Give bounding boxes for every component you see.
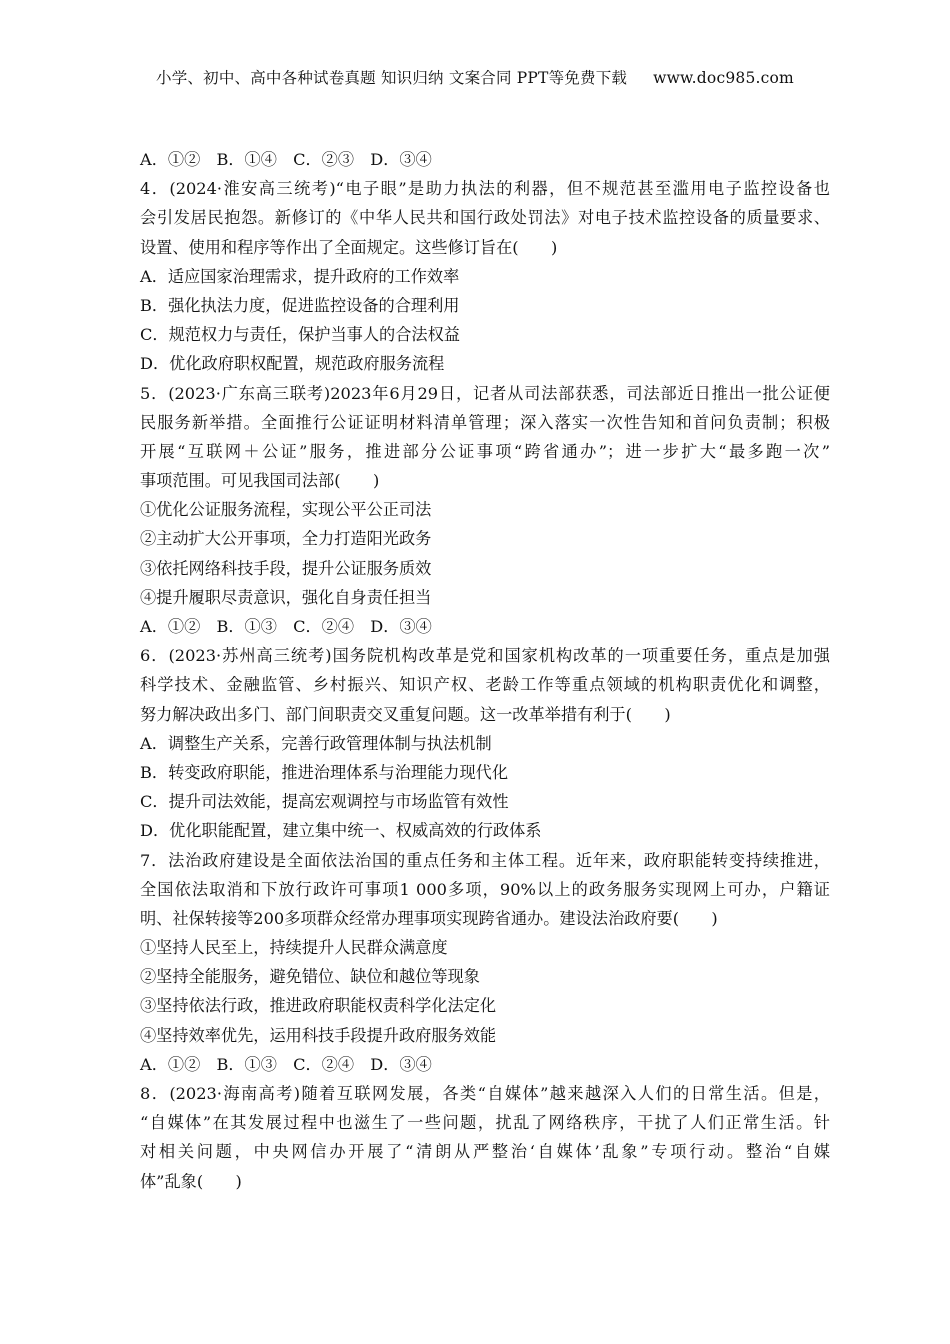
q6-option-b: B．转变政府职能，推进治理体系与治理能力现代化 (140, 762, 509, 782)
q4-option-c: C．规范权力与责任，保护当事人的合法权益 (140, 325, 460, 345)
q8-stem-line-3: 对相关问题，中央网信办开展了“清朗从严整治‘自媒体’乱象”专项行动。整治“自媒 (140, 1142, 830, 1162)
q7-statement-4: ④坚持效率优先，运用科技手段提升政府服务效能 (140, 1025, 497, 1045)
q5-stem-line-4: 事项范围。可见我国司法部( ) (140, 471, 380, 491)
q6-stem-line-2: 科学技术、金融监管、乡村振兴、知识产权、老龄工作等重点领域的机构职责优化和调整， (140, 675, 830, 695)
page-header (0, 66, 950, 88)
q4-stem-line-2: 会引发居民抱怨。新修订的《中华人民共和国行政处罚法》对电子技术监控设备的质量要求、 (140, 208, 830, 228)
q7-statement-1: ①坚持人民至上，持续提升人民群众满意度 (140, 938, 448, 958)
q3-options: A．①② B．①④ C．②③ D．③④ (140, 150, 432, 169)
header-site-link[interactable]: www.doc985.com (653, 69, 794, 87)
q7-statement-2: ②坚持全能服务，避免错位、缺位和越位等现象 (140, 967, 480, 987)
q4-option-b: B．强化执法力度，促进监控设备的合理利用 (140, 295, 460, 315)
q6-stem-line-3: 努力解决政出多门、部门间职责交叉重复问题。这一改革举措有利于( ) (140, 704, 671, 724)
q8-stem-line-2: “自媒体”在其发展过程中也滋生了一些问题，扰乱了网络秩序，干扰了人们正常生活。针 (140, 1113, 830, 1133)
q7-statement-3: ③坚持依法行政，推进政府职能权责科学化法定化 (140, 996, 497, 1016)
q7-stem-line-1: 7．法治政府建设是全面依法治国的重点任务和主体工程。近年来，政府职能转变持续推进， (140, 850, 830, 870)
q8-stem-line-4: 体”乱象( ) (140, 1171, 242, 1191)
q6-option-c: C．提升司法效能，提高宏观调控与市场监管有效性 (140, 792, 509, 812)
q4-stem-line-1: 4．(2024·淮安高三统考)“电子眼”是助力执法的利器，但不规范甚至滥用电子监控设备也 (140, 179, 830, 199)
q8-stem-line-1: 8．(2023·海南高考)随着互联网发展，各类“自媒体”越来越深入人们的日常生活。但是， (140, 1084, 830, 1103)
q4-stem-line-3: 设置、使用和程序等作出了全面规定。这些修订旨在( ) (140, 237, 558, 257)
q7-stem-line-3: 明、社保转接等200多项群众经常办理事项实现跨省通办。建设法治政府要( ) (140, 908, 718, 928)
q5-statement-4: ④提升履职尽责意识，强化自身责任担当 (140, 587, 432, 607)
q7-options: A．①② B．①③ C．②④ D．③④ (140, 1054, 432, 1074)
q5-options: A．①② B．①③ C．②④ D．③④ (140, 617, 432, 636)
q5-statement-3: ③依托网络科技手段，提升公证服务质效 (140, 558, 432, 578)
q4-option-a: A．适应国家治理需求，提升政府的工作效率 (140, 266, 460, 286)
q5-stem-line-2: 民服务新举措。全面推行公证证明材料清单管理；深入落实一次性告知和首问负责制；积极 (140, 412, 830, 432)
q6-option-d: D．优化职能配置，建立集中统一、权威高效的行政体系 (140, 821, 542, 841)
q5-stem-line-3: 开展“互联网＋公证”服务，推进部分公证事项“跨省通办”；进一步扩大“最多跑一次” (140, 441, 830, 461)
q4-option-d: D．优化政府职权配置，规范政府服务流程 (140, 354, 445, 374)
q6-stem-line-1: 6．(2023·苏州高三统考)国务院机构改革是党和国家机构改革的一项重要任务，重点是加强 (140, 646, 830, 666)
document-body (140, 145, 830, 1196)
q5-stem-line-1: 5．(2023·广东高三联考)2023年6月29日，记者从司法部获悉，司法部近日推出一批公证便 (140, 383, 830, 403)
q5-statement-1: ①优化公证服务流程，实现公平公正司法 (140, 500, 432, 520)
q5-statement-2: ②主动扩大公开事项，全力打造阳光政务 (140, 529, 432, 549)
q6-option-a: A．调整生产关系，完善行政管理体制与执法机制 (140, 733, 492, 753)
q7-stem-line-2: 全国依法取消和下放行政许可事项1 000多项，90%以上的政务服务实现网上可办，户籍证 (140, 879, 830, 899)
header-text: 小学、初中、高中各种试卷真题 知识归纳 文案合同 PPT等免费下载 (156, 69, 628, 87)
